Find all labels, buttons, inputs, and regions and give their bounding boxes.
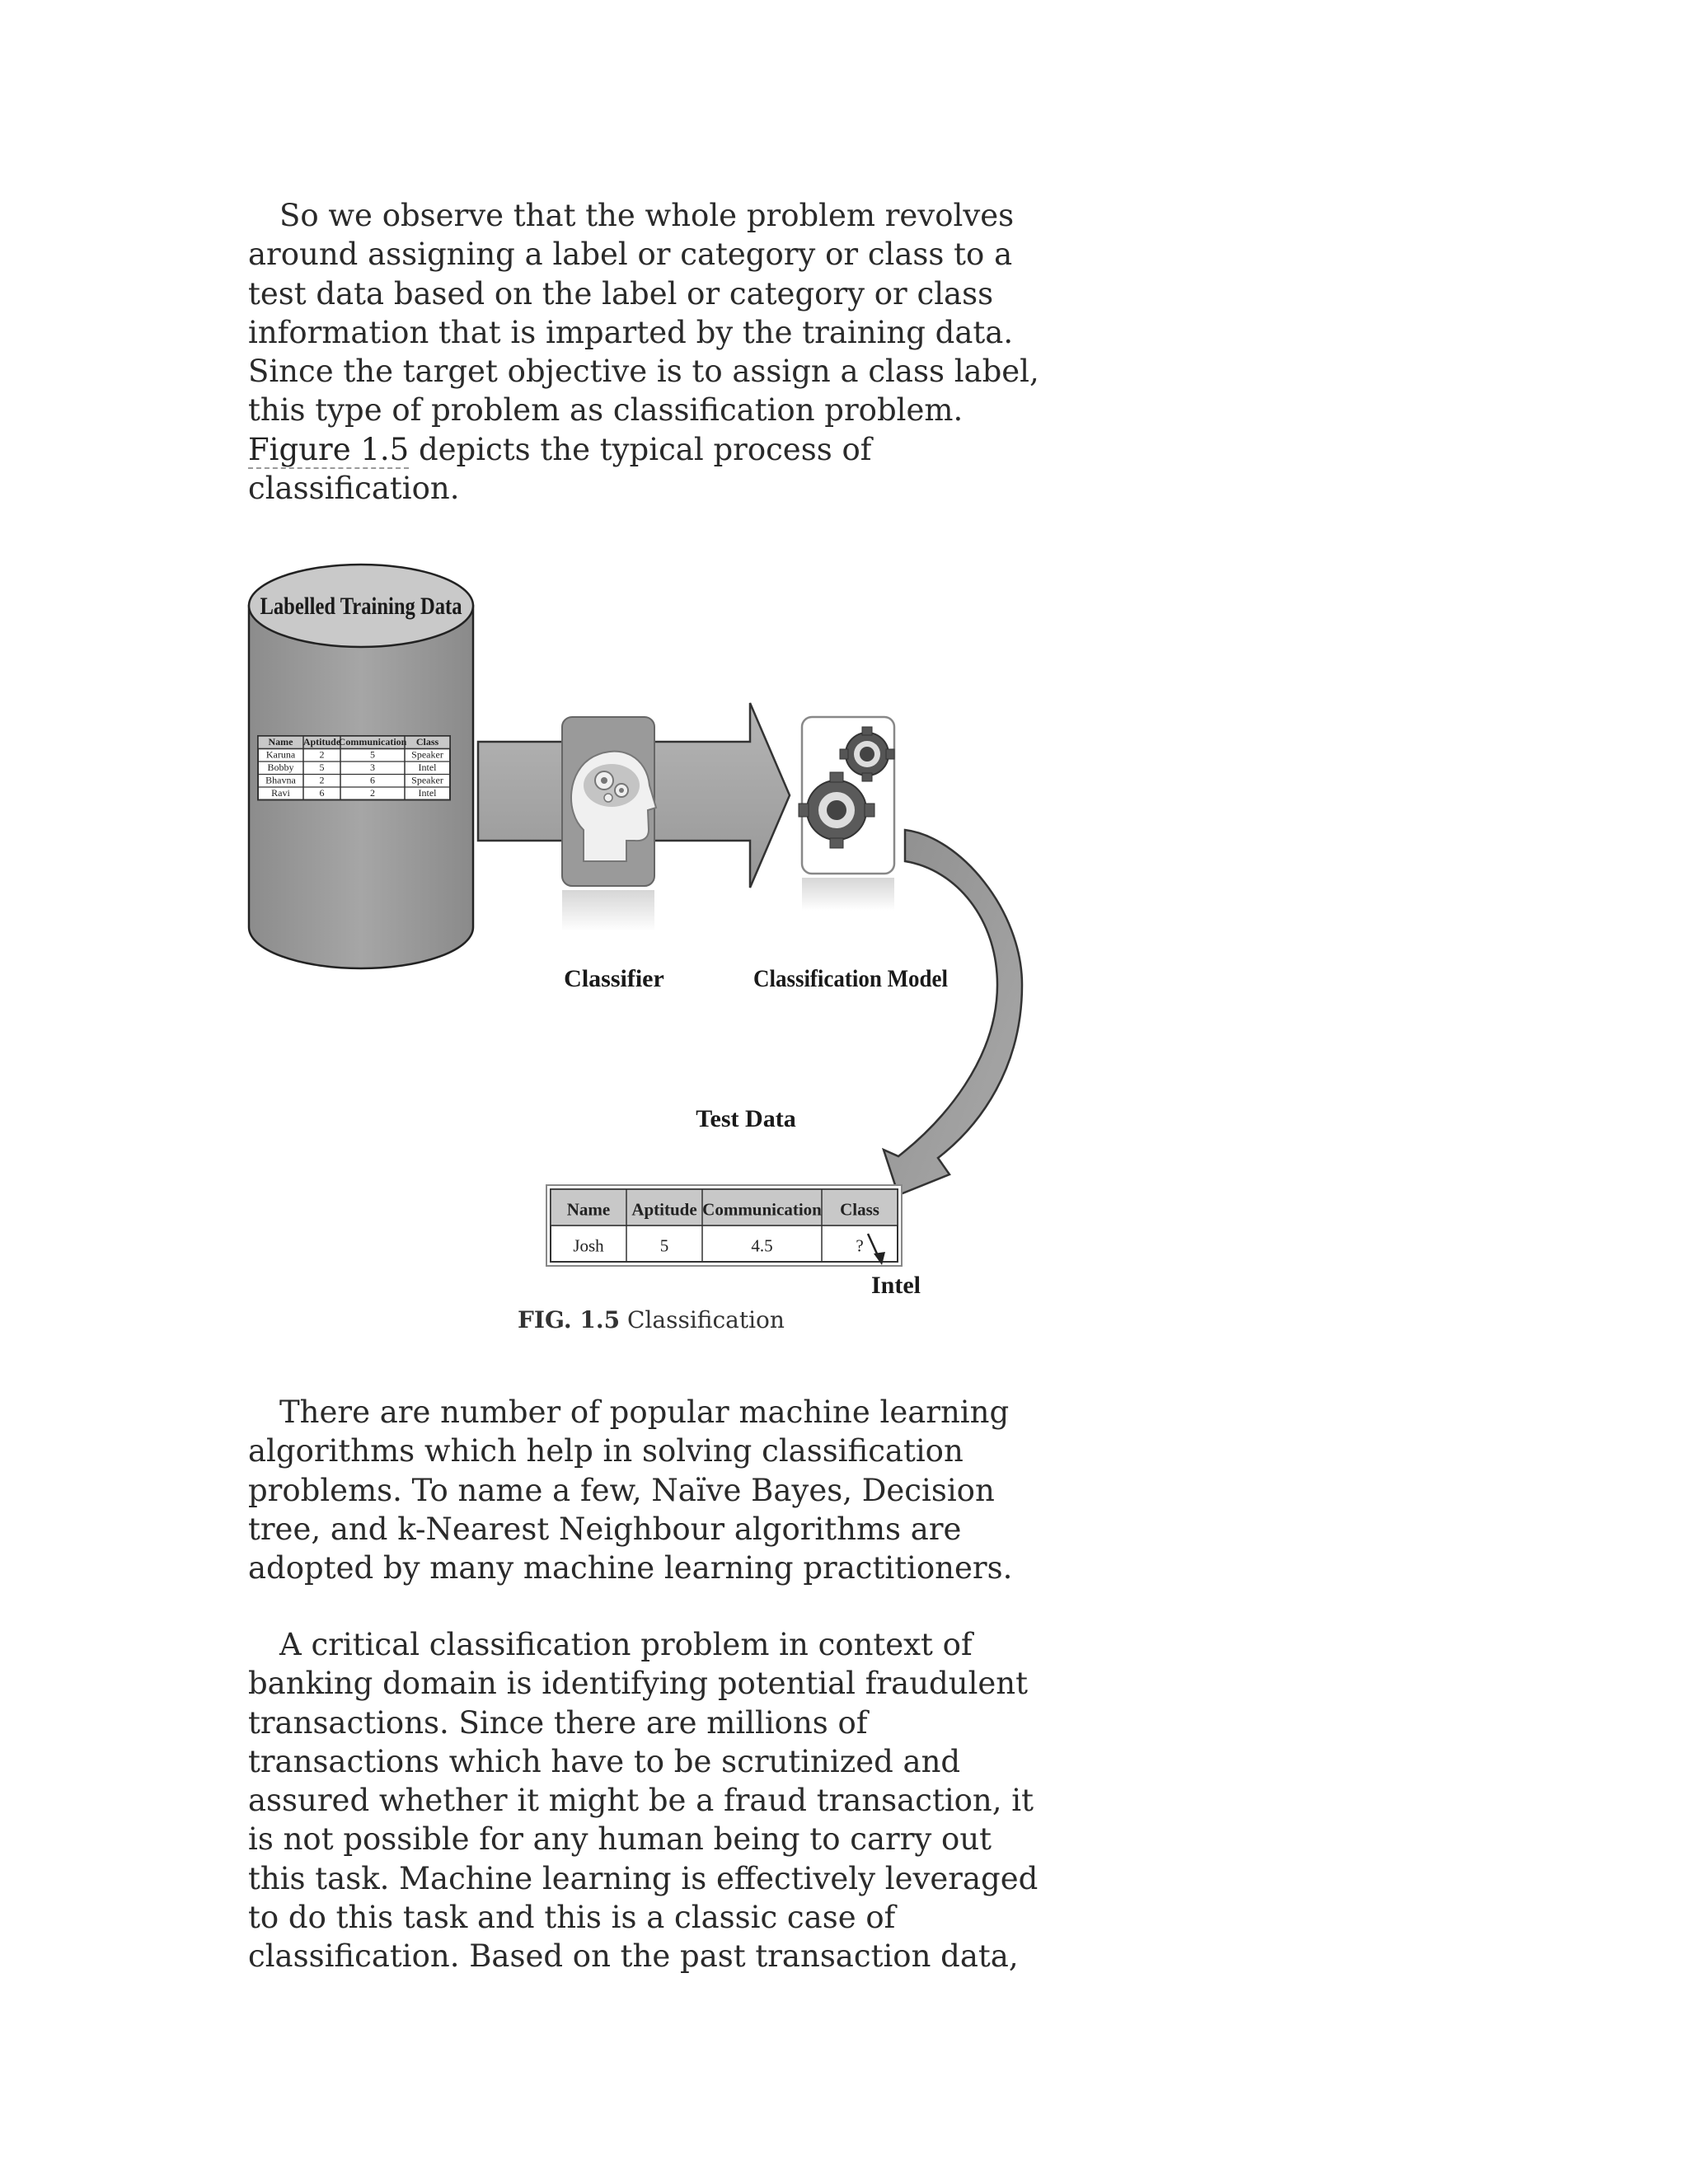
table-cell: 5 xyxy=(659,1235,669,1256)
table-header-cell: Class xyxy=(840,1199,879,1220)
classification-figure xyxy=(239,523,1063,1298)
output-label: Intel xyxy=(871,1272,921,1298)
table-cell: 5 xyxy=(319,762,325,774)
figure-caption-label: FIG. 1.5 xyxy=(518,1306,621,1333)
paragraph-3 xyxy=(248,1625,1056,1976)
figure-reference-link[interactable]: Figure 1.5 xyxy=(248,431,410,467)
table-header-cell: Communication xyxy=(338,736,407,748)
table-cell: ? xyxy=(856,1235,864,1256)
paragraph-3-text: A critical classification problem in context of banking domain is identifying potential fraudulent transactions. Since there are millions of transactions which have to be scrutinized and assured whether it might be a fraud transaction, it is not possible for any human being to carry out this task. Machine learning is effectively leveraged to do this task and this is a classic case of classification. Based on the past transaction data, xyxy=(248,1627,1039,1975)
table-header-cell: Communication xyxy=(702,1199,822,1220)
classification-model-icon xyxy=(799,717,894,911)
table-cell: 6 xyxy=(370,774,375,786)
table-cell: 2 xyxy=(370,787,375,799)
paragraph-2-text: There are number of popular machine learning algorithms which help in solving classification problems. To name a few, Naïve Bayes, Decision tree, and k-Nearest Neighbour algorithms are adopted by many machine learning practitioners. xyxy=(248,1394,1013,1586)
table-cell: Ravi xyxy=(271,787,290,799)
test-table xyxy=(546,1185,902,1266)
paragraph-1-text: So we observe that the whole problem revolves around assigning a label or category or class to a test data based on the label or category or class information that is imparted by the training data. Since the target objective is to assign a class label, this type of problem as classification problem. xyxy=(248,198,1039,429)
table-cell: Josh xyxy=(573,1235,604,1256)
training-table xyxy=(258,736,450,800)
curved-arrow xyxy=(884,830,1022,1195)
paragraph-1-tail: depicts the typical process of classification. xyxy=(248,431,872,507)
table-header-cell: Aptitude xyxy=(302,736,341,748)
table-cell: Speaker xyxy=(411,748,443,761)
table-cell: 2 xyxy=(319,748,325,761)
classification-model-label: Classification Model xyxy=(753,965,949,993)
table-cell: 3 xyxy=(370,762,375,774)
paragraph-1 xyxy=(248,196,1056,508)
table-cell: Bobby xyxy=(267,762,294,774)
table-cell: 6 xyxy=(319,787,325,799)
table-cell: Intel xyxy=(418,787,437,799)
classifier-label: Classifier xyxy=(564,965,664,992)
table-cell: Karuna xyxy=(265,748,296,761)
figure-caption-text: Classification xyxy=(620,1306,785,1333)
table-cell: 4.5 xyxy=(751,1235,773,1256)
training-data-title: Labelled Training Data xyxy=(260,592,462,620)
table-header-cell: Name xyxy=(566,1199,611,1220)
table-header-cell: Class xyxy=(415,736,439,748)
figure-caption xyxy=(518,1306,785,1333)
test-data-title: Test Data xyxy=(696,1105,796,1132)
table-header-cell: Aptitude xyxy=(631,1199,697,1220)
classifier-icon xyxy=(562,717,656,931)
table-cell: 2 xyxy=(319,774,325,786)
table-cell: 5 xyxy=(370,748,375,761)
table-header-cell: Name xyxy=(268,736,293,748)
table-cell: Speaker xyxy=(411,774,443,786)
table-cell: Intel xyxy=(418,762,437,774)
table-cell: Bhavna xyxy=(265,774,296,786)
paragraph-2 xyxy=(248,1393,1056,1587)
